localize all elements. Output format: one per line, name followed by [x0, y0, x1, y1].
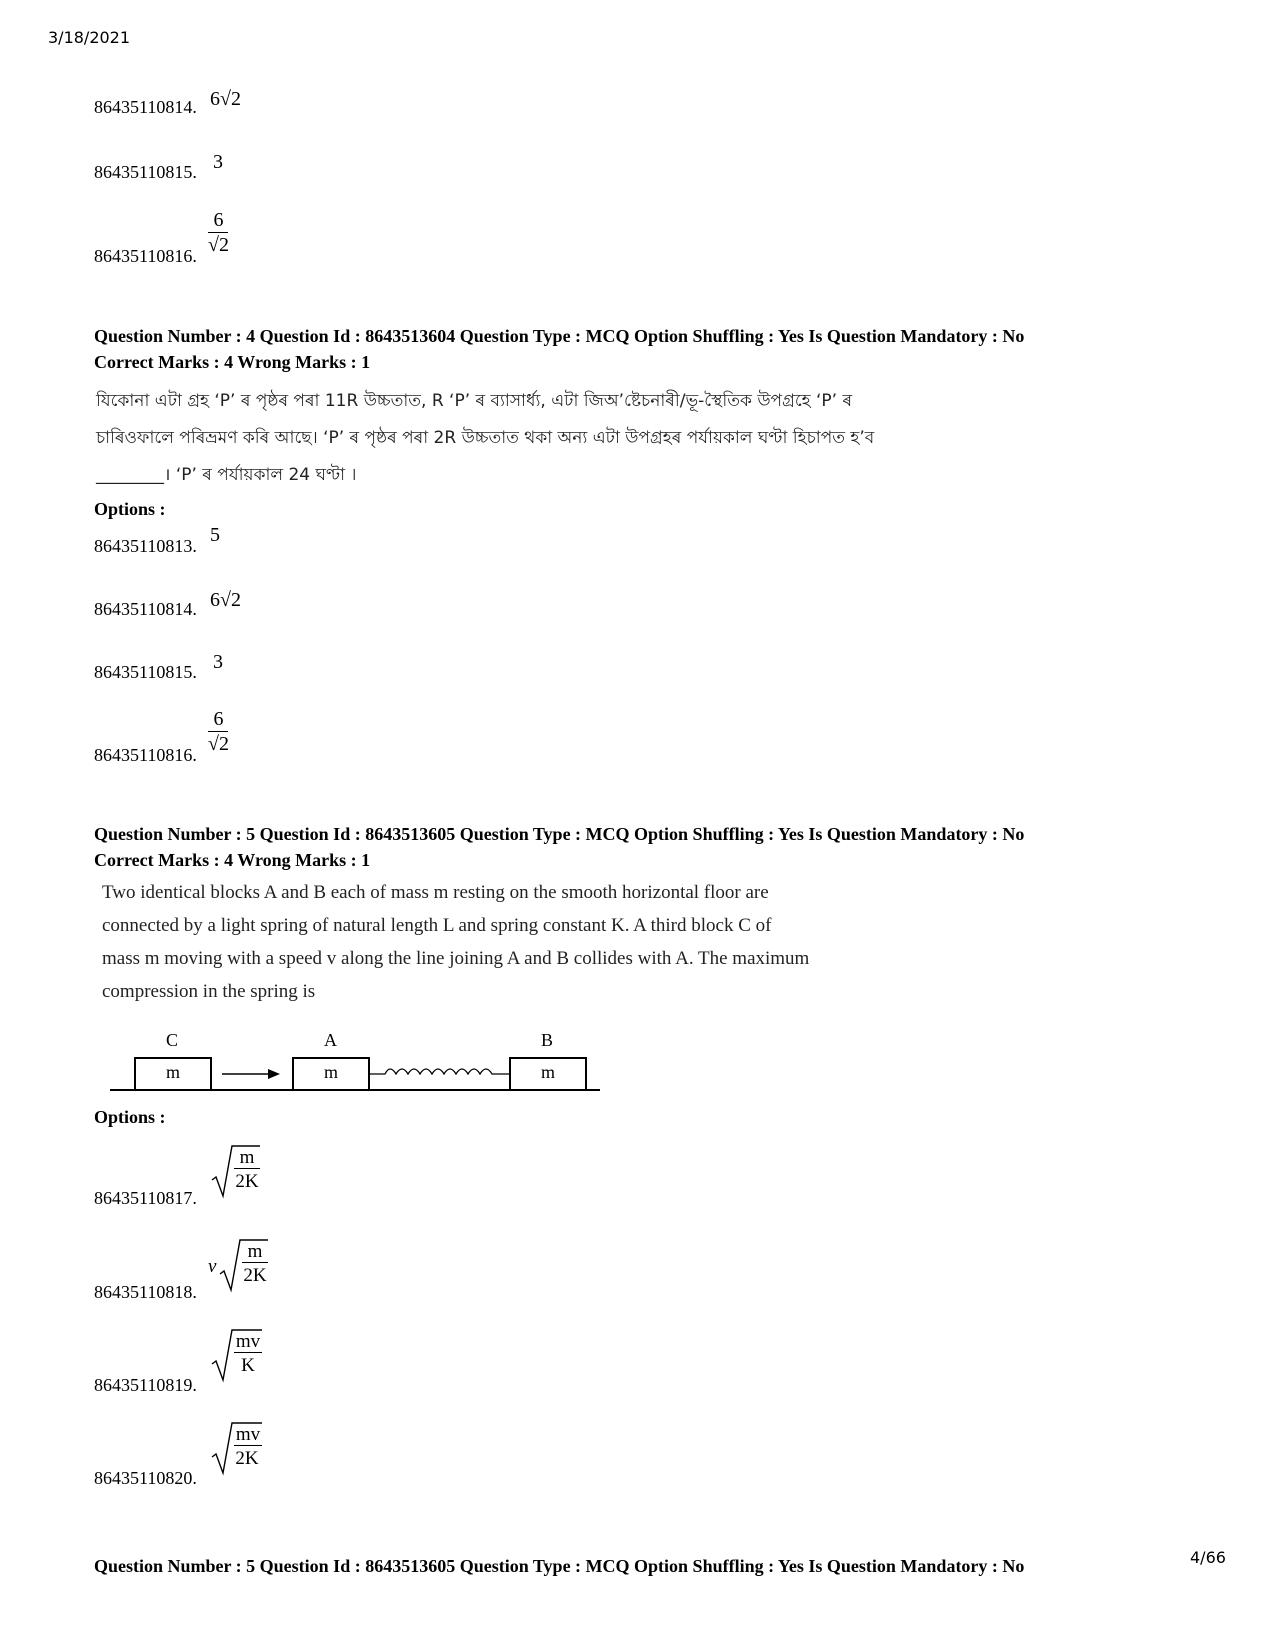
question-header: Question Number : 5 Question Id : 8643513605 Question Type : MCQ Option Shuffling : Yes Is Question Mandatory : No	[94, 824, 1025, 844]
options-label: Options :	[94, 499, 166, 519]
label-c: C	[166, 1030, 179, 1050]
fraction-numerator: m	[234, 1148, 260, 1169]
question-text-line: compression in the spring is	[102, 981, 316, 1002]
block-a-mass: m	[324, 1062, 339, 1082]
fraction-numerator: mv	[235, 1331, 261, 1352]
fraction-numerator: m	[242, 1242, 268, 1263]
speed-symbol: v	[208, 1256, 217, 1277]
option-id: 86435110819.	[94, 1375, 197, 1395]
block-c-mass: m	[166, 1062, 181, 1082]
velocity-arrowhead	[268, 1069, 280, 1079]
blocks-spring-diagram	[100, 1030, 610, 1100]
question-text-line: Two identical blocks A and B each of mass m resting on the smooth horizontal floor are	[102, 882, 769, 903]
fraction-numerator: 6	[208, 210, 228, 233]
page-number: 4/66	[1190, 1548, 1226, 1567]
option-value: 3	[213, 651, 223, 673]
option-radical	[210, 1324, 270, 1384]
print-date: 3/18/2021	[48, 28, 131, 47]
label-b: B	[541, 1030, 554, 1050]
option-id: 86435110818.	[94, 1282, 197, 1302]
fraction-denominator: √2	[208, 234, 229, 256]
options-label: Options :	[94, 1107, 166, 1127]
option-id: 86435110813.	[94, 536, 197, 556]
option-id: 86435110815.	[94, 662, 197, 682]
label-a: A	[324, 1030, 337, 1050]
question-text-line: mass m moving with a speed v along the line joining A and B collides with A. The maximum	[102, 948, 810, 969]
question-marks: Correct Marks : 4 Wrong Marks : 1	[94, 850, 371, 870]
option-id: 86435110816.	[94, 745, 197, 765]
spring	[369, 1069, 510, 1074]
option-id: 86435110814.	[94, 97, 197, 117]
option-fraction	[208, 210, 229, 256]
option-id: 86435110814.	[94, 599, 197, 619]
fraction-denominator: K	[241, 1355, 255, 1376]
block-b-mass: m	[541, 1062, 556, 1082]
option-value: 3	[213, 151, 223, 173]
option-fraction	[208, 709, 229, 755]
fraction-denominator: √2	[208, 733, 229, 755]
fraction-numerator: 6	[208, 709, 228, 732]
option-id: 86435110817.	[94, 1188, 197, 1208]
option-id: 86435110820.	[94, 1468, 197, 1488]
option-id: 86435110815.	[94, 162, 197, 182]
option-radical	[208, 1234, 278, 1294]
option-radical	[210, 1417, 270, 1477]
fraction-denominator: 2K	[235, 1448, 259, 1469]
question-header: Question Number : 4 Question Id : 8643513604 Question Type : MCQ Option Shuffling : Yes Is Question Mandatory : No	[94, 326, 1025, 346]
question-text-line: চাৰিওফালে পৰিভ্ৰমণ কৰি আছে। ‘P’ ৰ পৃষ্ঠৰ পৰা 2R উচ্চতাত থকা অন্য এটা উপগ্ৰহৰ পৰ্যায়কাল ঘণ্টা হিচাপত হ’ব	[96, 428, 875, 448]
option-value: 6√2	[210, 88, 241, 110]
question-text-line: যিকোনা এটা গ্ৰহ ‘P’ ৰ পৃষ্ঠৰ পৰা 11R উচ্চতাত, R ‘P’ ৰ ব্যাসাৰ্ধ্য, এটা জিঅ’ষ্টেচনাৰী/ভূ-স্থৈতিক উপগ্ৰহে ‘P’ ৰ	[96, 391, 853, 411]
question-text-line: connected by a light spring of natural length L and spring constant K. A third block C of	[102, 915, 772, 936]
option-id: 86435110816.	[94, 246, 197, 266]
question-text-line: ________। ‘P’ ৰ পৰ্যায়কাল 24 ঘণ্টা ।	[96, 465, 357, 485]
option-math	[210, 88, 241, 111]
option-value: 6√2	[210, 589, 241, 611]
option-radical	[210, 1140, 270, 1200]
fraction-denominator: 2K	[235, 1171, 259, 1192]
fraction-numerator: mv	[235, 1424, 261, 1445]
fraction-denominator: 2K	[243, 1265, 267, 1286]
question-marks: Correct Marks : 4 Wrong Marks : 1	[94, 352, 371, 372]
question-header: Question Number : 5 Question Id : 8643513605 Question Type : MCQ Option Shuffling : Yes Is Question Mandatory : No	[94, 1556, 1025, 1576]
option-value: 5	[210, 524, 220, 546]
